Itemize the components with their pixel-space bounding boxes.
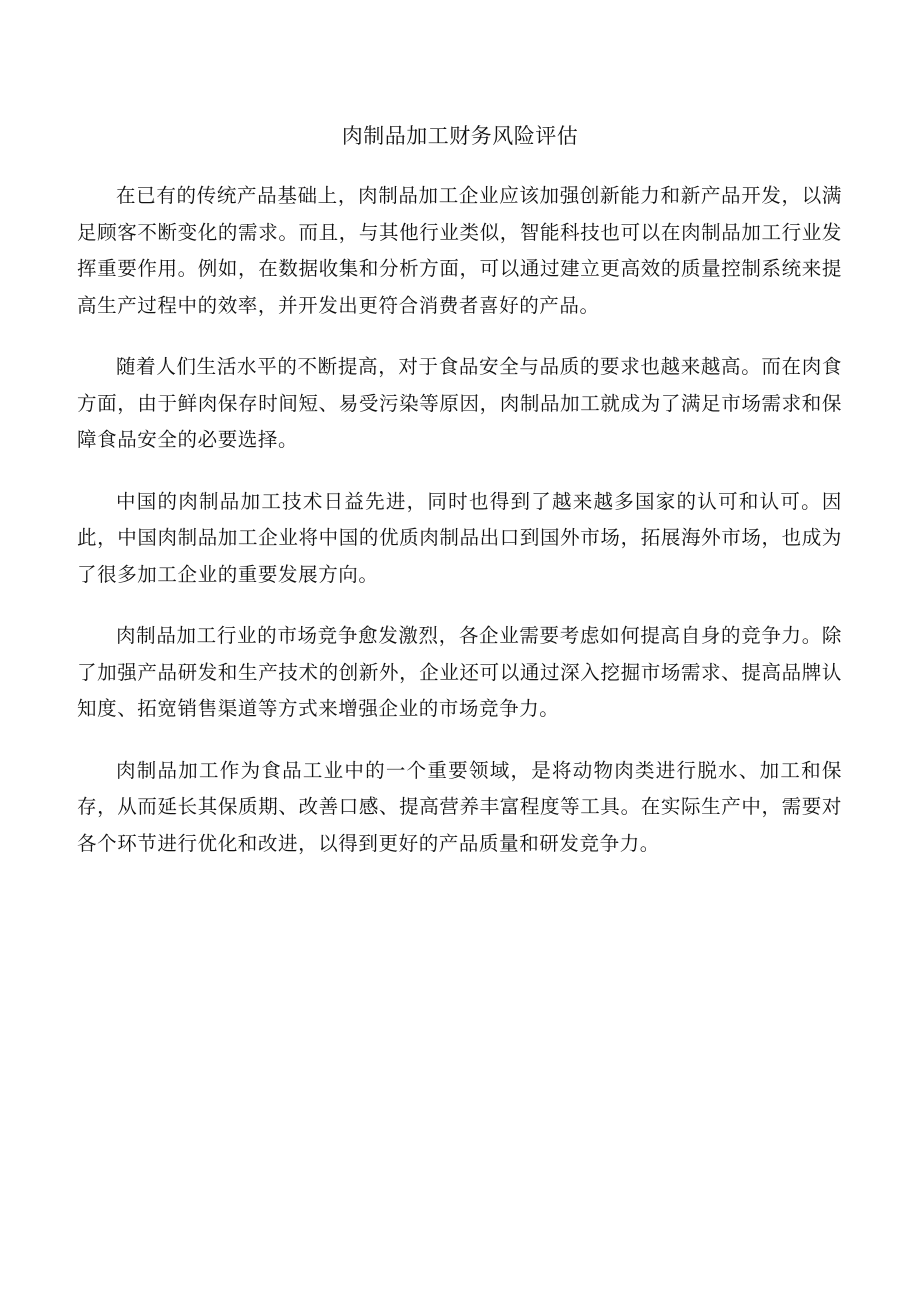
paragraph-2: 随着人们生活水平的不断提高，对于食品安全与品质的要求也越来越高。而在肉食方面，由于鲜肉保存时间短、易受污染等原因，肉制品加工就成为了满足市场需求和保障食品安全的必要选择。 [77, 355, 842, 451]
document-title: 肉制品加工财务风险评估 [341, 124, 579, 148]
document-body [77, 178, 842, 887]
paragraph-3: 中国的肉制品加工技术日益先进，同时也得到了越来越多国家的认可和认可。因此，中国肉制品加工企业将中国的优质肉制品出口到国外市场，拓展海外市场，也成为了很多加工企业的重要发展方向。 [77, 489, 842, 586]
paragraph-1: 在已有的传统产品基础上，肉制品加工企业应该加强创新能力和新产品开发，以满足顾客不断变化的需求。而且，与其他行业类似，智能科技也可以在肉制品加工行业发挥重要作用。例如，在数据收集和分析方面，可以通过建立更高效的质量控制系统来提高生产过程中的效率，并开发出更符合消费者喜好的产品。 [77, 184, 842, 317]
paragraph-5: 肉制品加工作为食品工业中的一个重要领域，是将动物肉类进行脱水、加工和保存，从而延长其保质期、改善口感、提高营养丰富程度等工具。在实际生产中，需要对各个环节进行优化和改进，以得到更好的产品质量和研发竞争力。 [77, 758, 842, 855]
paragraph-4: 肉制品加工行业的市场竞争愈发激烈，各企业需要考虑如何提高自身的竞争力。除了加强产品研发和生产技术的创新外，企业还可以通过深入挖掘市场需求、提高品牌认知度、拓宽销售渠道等方式来增强企业的市场竞争力。 [77, 624, 842, 720]
